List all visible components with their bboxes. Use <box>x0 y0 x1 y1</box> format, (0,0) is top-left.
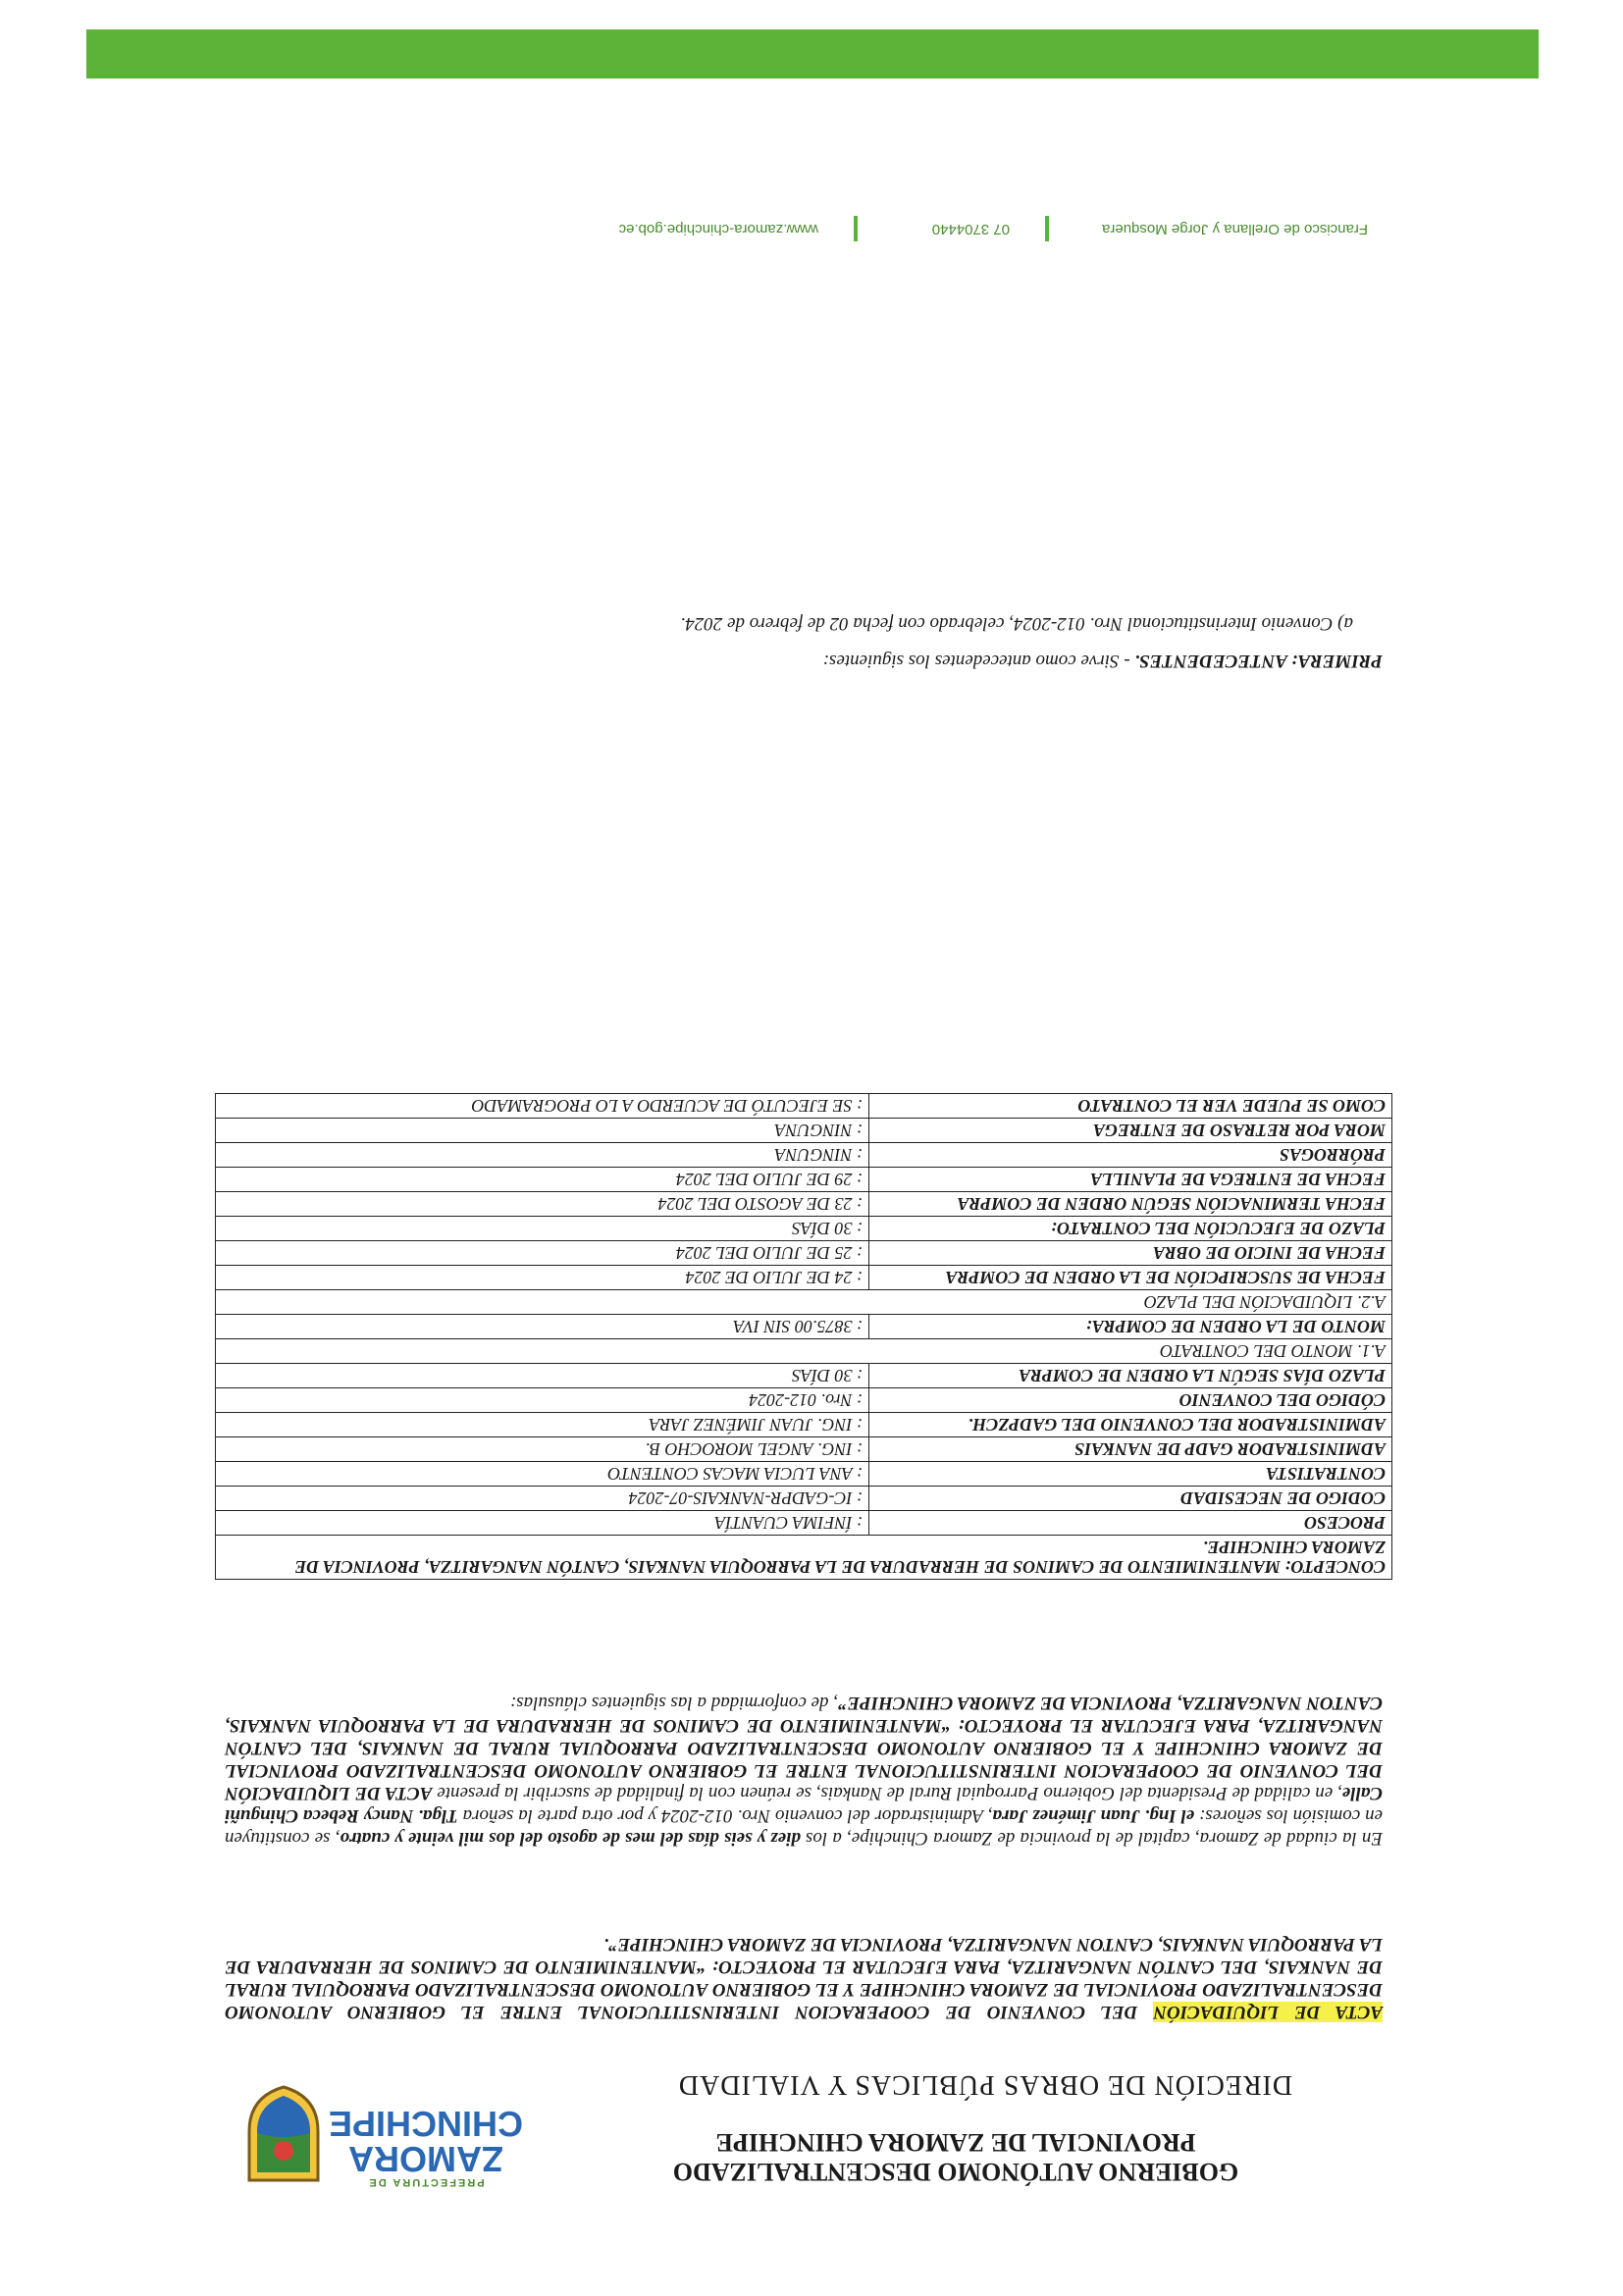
antecedentes-label: PRIMERA: ANTECEDENTES. <box>1134 651 1383 671</box>
provincial-coat-of-arms-icon <box>239 2082 328 2190</box>
section-a1: A.1. MONTO DEL CONTRATO <box>216 1339 1392 1364</box>
row-key: PRÓRROGAS <box>869 1143 1392 1168</box>
table-row <box>216 1241 1392 1266</box>
table-row <box>216 1511 1392 1536</box>
table-row <box>216 1192 1392 1217</box>
table-row <box>216 1315 1392 1339</box>
table-row <box>216 1462 1392 1487</box>
row-value: : 25 DE JULIO DEL 2024 <box>216 1241 869 1266</box>
row-value: : 30 DÍAS <box>216 1364 869 1388</box>
intro-text-3: , Administrador del convenio Nro. 012-2024 y por otra parte la señora <box>457 1805 993 1826</box>
intro-acta: ACTA DE LIQUIDACIÓN DEL CONVENIO DE COOPERACION INTERINSTITUCIONAL ENTRE EL GOBIERNO AUTONOMO DESCENTRALIZADO PROVINCIAL DE ZAMORA CHINCHIPE Y EL GOBIERNO AUTONOMO DESCENTRALIZADO PARROQUIAL RURAL DE NANKAIS, DEL CANTÓN NANGARITZA, PARA EJECUTAR EL PROYECTO: “MANTENIMIENTO DE CAMINOS DE HERRADURA DE LA PARROQUIA NANKAIS, CANTON NANGARITZA, PROVINCIA DE ZAMORA CHINCHIPE” <box>225 1693 1383 1803</box>
table-row <box>216 1217 1392 1241</box>
brand-small: PREFECTURA DE <box>367 2176 485 2188</box>
row-key: MONTO DE LA ORDEN DE COMPRA: <box>869 1315 1392 1339</box>
row-key: MORA POR RETRASO DE ENTREGA <box>869 1119 1392 1143</box>
row-value: : 3875.00 SIN IVA <box>216 1315 869 1339</box>
intro-date: diez y seis días del mes de agosto del dos mil veinte y cuatro <box>340 1828 801 1849</box>
row-key: CÓDIGO DEL CONVENIO <box>869 1388 1392 1413</box>
footer <box>210 206 1387 245</box>
row-key: CONTRATISTA <box>869 1462 1392 1487</box>
table-row <box>216 1364 1392 1388</box>
antecedente-item-a: a) Convenio Interinstitucional Nro. 012-2024, celebrado con fecha 02 de febrero de 2024. <box>680 613 1353 634</box>
intro-text-5: , de conformidad a las siguientes cláusulas: <box>509 1693 838 1713</box>
row-value: : NINGUNA <box>216 1143 869 1168</box>
row-value: : 30 DÍAS <box>216 1217 869 1241</box>
footer-phone: 07 3704440 <box>931 221 1010 237</box>
table-row <box>216 1290 1392 1315</box>
table-row <box>216 1388 1392 1413</box>
gov-title-line2: PROVINCIAL DE ZAMORA CHINCHIPE <box>715 2128 1196 2157</box>
document-title <box>225 1933 1383 2023</box>
liquidation-table <box>215 1093 1392 1580</box>
row-value: : 24 DE JULIO DE 2024 <box>216 1266 869 1290</box>
row-value: : SE EJECUTÓ DE ACUERDO A LO PROGRAMADO <box>216 1094 869 1119</box>
table-row <box>216 1487 1392 1511</box>
row-key: FECHA DE ENTREGA DE PLANILLA <box>869 1168 1392 1192</box>
row-value: : NINGUNA <box>216 1119 869 1143</box>
row-key: PLAZO DE EJECUCIÓN DEL CONTRATO: <box>869 1217 1392 1241</box>
row-key: ADMINISTRADOR GADP DE NANKAIS <box>869 1437 1392 1462</box>
intro-text-1: En la ciudad de Zamora, capital de la provincia de Zamora Chinchipe, a los <box>800 1828 1383 1849</box>
row-key: FECHA TERMINACIÓN SEGÚN ORDEN DE COMPRA <box>869 1192 1392 1217</box>
prefecture-brand <box>318 2106 534 2188</box>
government-title <box>583 2127 1329 2186</box>
footer-website: www.zamora-chinchipe.gob.ec <box>618 221 818 237</box>
section-a2: A.2. LIQUIDACIÓN DEL PLAZO <box>216 1290 1392 1315</box>
row-value: : ÍNFIMA CUANTÍA <box>216 1511 869 1536</box>
intro-text-2: , se constituyen en comisión los señores: <box>224 1805 1383 1849</box>
row-key: PLAZO DÍAS SEGÚN LA ORDEN DE COMPRA <box>869 1364 1392 1388</box>
footer-divider <box>854 216 858 241</box>
table-row <box>216 1168 1392 1192</box>
brand-name-chinchipe: CHINCHIPE <box>328 2104 524 2144</box>
row-key: CODIGO DE NECESIDAD <box>869 1487 1392 1511</box>
department-name: DIRECIÓN DE OBRAS PÚBLICAS Y VIALIDAD <box>677 2069 1293 2100</box>
row-key: COMO SE PUEDE VER EL CONTRATO <box>869 1094 1392 1119</box>
table-row <box>216 1143 1392 1168</box>
intro-name-1: el Ing. Juan Jiménez Jara <box>992 1805 1195 1826</box>
row-value: : IC-GADPR-NANKAIS-07-2024 <box>216 1487 869 1511</box>
row-value: : Nro. 012-2024 <box>216 1388 869 1413</box>
title-rest: DEL CONVENIO DE COOPERACION INTERINSTITUCIONAL ENTRE EL GOBIERNO AUTONOMO DESCENTRALIZADO PROVINCIAL DE ZAMORA CHINCHIPE Y EL GOBIERNO AUTONOMO DESCENTRALIZADO PARROQUIAL RURAL DE NANKAIS, DEL CANTÓN NANGARITZA, PARA EJECUTAR EL PROYECTO: “MANTENIMIENTO DE CAMINOS DE HERRADURA DE LA PARROQUIA NANKAIS, CANTON NANGARITZA, PROVINCIA DE ZAMORA CHINCHIPE”. <box>224 1934 1383 2022</box>
antecedentes-clause <box>225 650 1383 672</box>
row-value: : 23 DE AGOSTO DEL 2024 <box>216 1192 869 1217</box>
table-row <box>216 1339 1392 1364</box>
footer-address: Francisco de Orellana y Jorge Mosquera <box>1102 221 1368 237</box>
antecedentes-text: - Sirve como antecedentes los siguientes: <box>822 651 1135 671</box>
table-row <box>216 1094 1392 1119</box>
table-row <box>216 1437 1392 1462</box>
table-row <box>216 1266 1392 1290</box>
row-key: FECHA DE SUSCRIPCIÓN DE LA ORDEN DE COMPRA <box>869 1266 1392 1290</box>
intro-name-2: Tlga. Nancy Rebeca Chinguñi Calle <box>225 1783 1383 1826</box>
intro-text-4: , en calidad de Presidenta del Gobierno Parroquial Rural de Nankais, se reúnen con la finalidad de suscribir la presente <box>432 1783 1342 1803</box>
row-key: ADMINISTRADOR DEL CONVENIO DEL GADPZCH. <box>869 1413 1392 1437</box>
row-key: FECHA DE INICIO DE OBRA <box>869 1241 1392 1266</box>
header-green-band <box>86 29 1539 78</box>
gov-title-line1: GOBIERNO AUTÓNOMO DESCENTRALIZADO <box>672 2158 1239 2186</box>
row-key: PROCESO <box>869 1511 1392 1536</box>
row-value: : ANA LUCIA MACAS CONTENTO <box>216 1462 869 1487</box>
row-value: : 29 DE JULIO DEL 2024 <box>216 1168 869 1192</box>
table-row <box>216 1413 1392 1437</box>
title-highlight: ACTA DE LIQUIDACIÓN <box>1153 2002 1383 2022</box>
letterhead <box>0 2002 1623 2296</box>
brand-name-zamora: ZAMORA <box>348 2139 503 2179</box>
concept-cell: CONCEPTO: MANTENIMIENTO DE CAMINOS DE HERRADURA DE LA PARROQUIA NANKAIS, CANTÓN NANGARITZA, PROVINCIA DE ZAMORA CHINCHIPE. <box>216 1536 1392 1580</box>
table-row <box>216 1119 1392 1143</box>
table-row <box>216 1536 1392 1580</box>
footer-divider <box>1045 216 1049 241</box>
row-value: : ING. ANGEL MOROCHO B. <box>216 1437 869 1462</box>
row-value: : ING. JUAN JIMÉNEZ JARA <box>216 1413 869 1437</box>
intro-paragraph <box>225 1692 1383 1850</box>
